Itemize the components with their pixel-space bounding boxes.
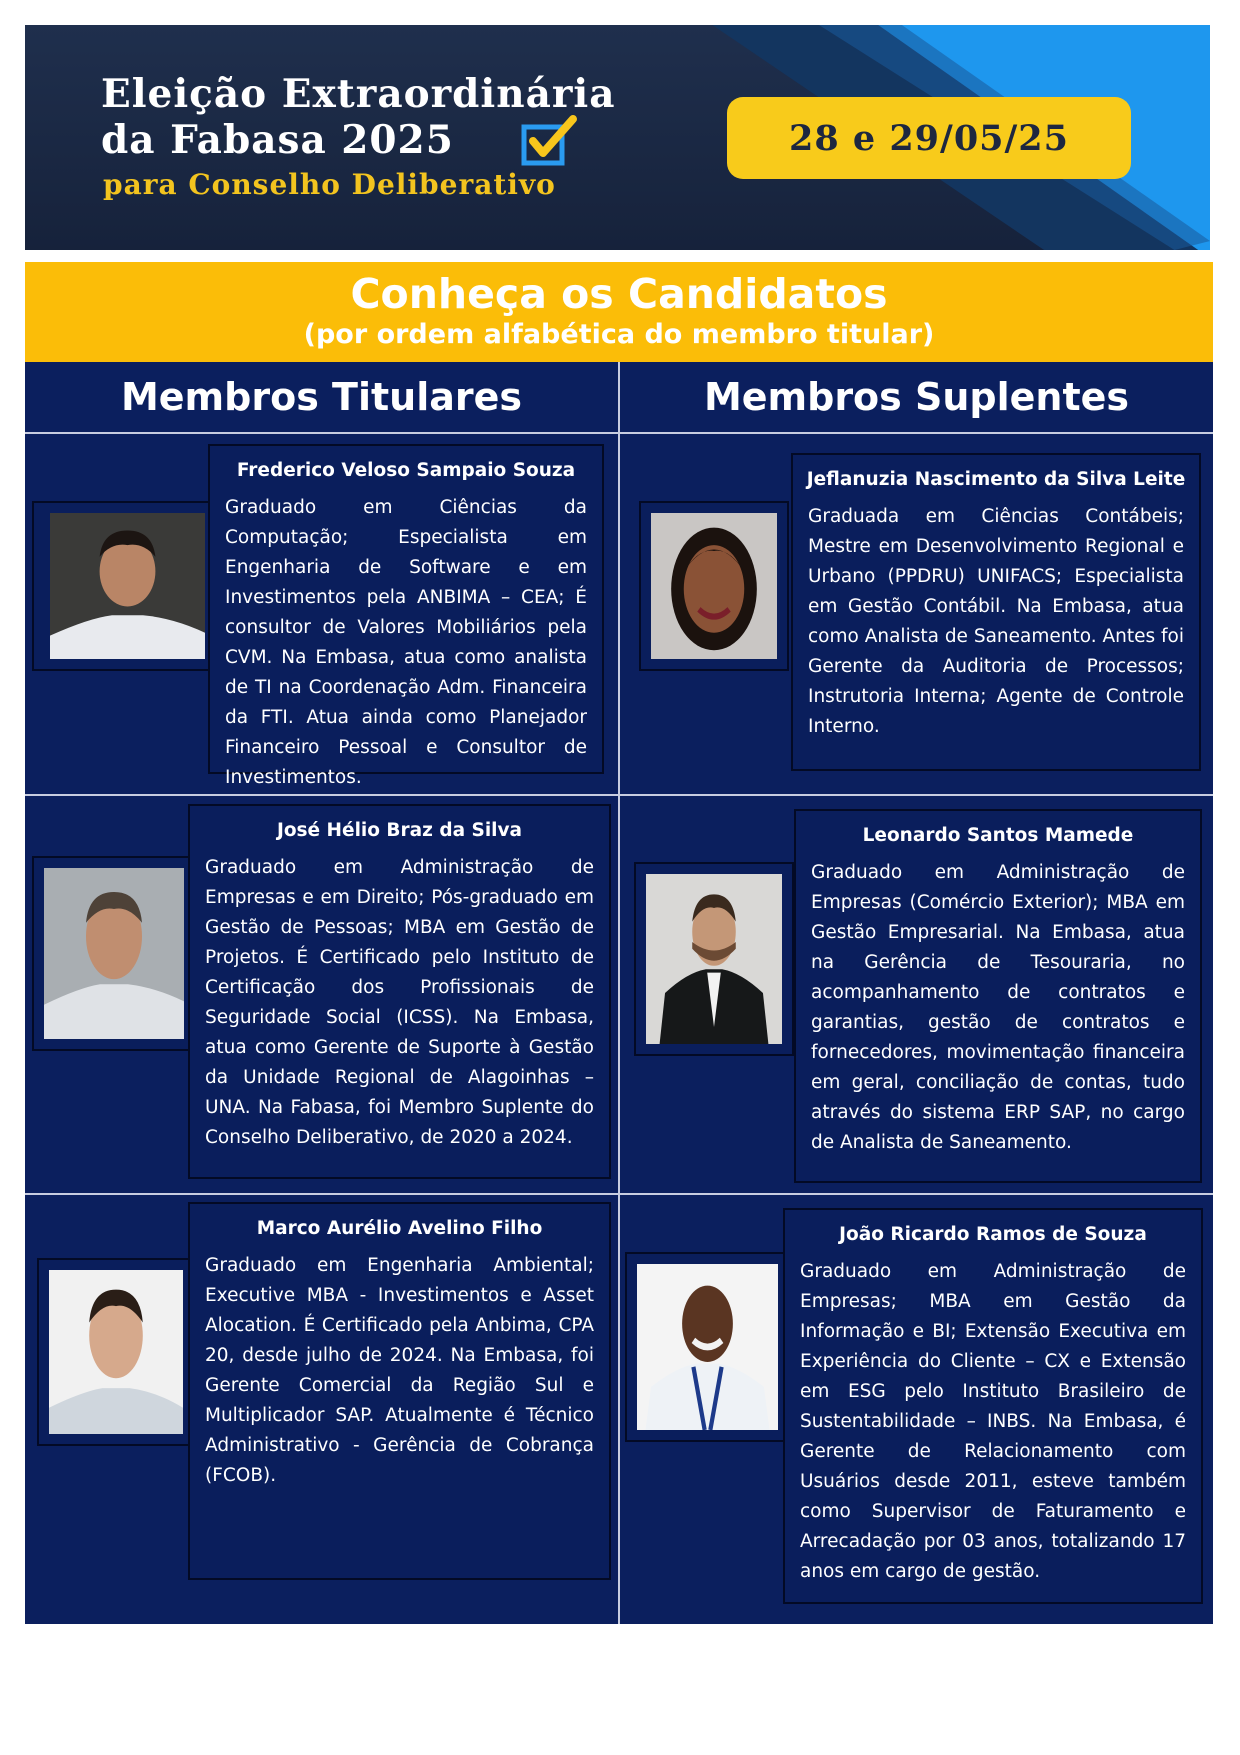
candidate-photo: [32, 856, 196, 1051]
candidate-bio: Graduado em Ciências da Computação; Especialista em Engenharia de Software e em Investimentos pela ANBIMA – CEA; É consultor de Valores Mobiliários pela CVM. Na Embasa, atua como analista de TI na Coordenação Adm. Financeira da FTI. Atua ainda como Planejador Financeiro Pessoal e Consultor de Investimentos.: [225, 497, 587, 788]
banner-title-line2: da Fabasa 2025: [101, 117, 454, 163]
candidate-bio: Graduado em Administração de Empresas e em Direito; Pós-graduado em Gestão de Pessoas; MBA em Gestão de Projetos. É Certificado pelo Instituto de Certificação dos Profissionais de Seguridade Social (ICSS). Na Embasa, atua como Gerente de Suporte à Gestão da Unidade Regional de Alagoinhas – UNA. Na Fabasa, foi Membro Suplente do Conselho Deliberativo, de 2020 a 2024.: [205, 857, 594, 1148]
section-title: Conheça os Candidatos: [350, 270, 888, 318]
section-title-bar: [25, 262, 1213, 362]
candidate-photo: [37, 1258, 195, 1446]
candidate-name: Leonardo Santos Mamede: [862, 825, 1134, 846]
candidate-card: [188, 1202, 611, 1580]
candidate-bio: Graduada em Ciências Contábeis; Mestre em Desenvolvimento Regional e Urbano (PPDRU) UNIFACS; Especialista em Gestão Contábil. Na Embasa, atua como Analista de Saneamento. Antes foi Gerente da Auditoria de Processos; Instrutoria Interna; Agente de Controle Interno.: [808, 506, 1184, 737]
section-subtitle: (por ordem alfabética do membro titular): [303, 319, 935, 350]
candidate-bio: Graduado em Administração de Empresas; MBA em Gestão da Informação e BI; Extensão Executiva em Experiência do Cliente – CX e Extensão em ESG pelo Instituto Brasileiro de Sustentabilidade – INBS. Na Embasa, é Gerente de Relacionamento com Usuários desde 2011, esteve também como Supervisor de Faturamento e Arrecadação por 03 anos, totalizando 17 anos em cargo de gestão.: [800, 1261, 1186, 1582]
row-divider: [25, 432, 1213, 434]
candidate-bio: Graduado em Engenharia Ambiental; Executive MBA - Investimentos e Asset Alocation. É Certificado pela Anbima, CPA 20, desde julho de 2024. Na Embasa, foi Gerente Comercial da Região Sul e Multiplicador SAP. Atualmente é Técnico Administrativo - Gerência de Cobrança (FCOB).: [205, 1255, 594, 1486]
candidate-card: [188, 804, 611, 1179]
row-divider: [25, 794, 1213, 796]
candidate-card: [783, 1208, 1203, 1604]
candidate-photo: [634, 862, 794, 1056]
candidate-photo: [625, 1252, 790, 1442]
checkbox-check-icon: [521, 115, 579, 167]
election-date: 28 e 29/05/25: [788, 117, 1070, 159]
candidate-name: Jeflanuzia Nascimento da Silva Leite: [806, 469, 1186, 490]
candidate-name: Frederico Veloso Sampaio Souza: [236, 460, 576, 481]
candidate-bio: Graduado em Administração de Empresas (Comércio Exterior); MBA em Gestão Empresarial. Na Embasa, atua na Gerência de Tesouraria, no acompanhamento de contratos e garantias, gestão de contratos e fornecedores, movimentação financeira em geral, conciliação de contas, tudo através do sistema ERP SAP, no cargo de Analista de Saneamento.: [811, 862, 1185, 1153]
row-divider: [25, 1193, 1213, 1195]
candidate-card: [791, 453, 1201, 771]
candidate-name: Marco Aurélio Avelino Filho: [256, 1218, 543, 1239]
candidate-card: [208, 444, 604, 788]
candidate-card: [794, 809, 1202, 1183]
candidate-name: José Hélio Braz da Silva: [276, 820, 523, 841]
banner-title-line1: Eleição Extraordinária: [101, 71, 616, 117]
banner-subtitle: para Conselho Deliberativo: [103, 168, 556, 201]
column-divider: [618, 362, 620, 1624]
column-header-titulares: Membros Titulares: [120, 375, 523, 419]
election-date-badge: [727, 97, 1131, 179]
column-header-suplentes: Membros Suplentes: [703, 375, 1130, 419]
candidate-photo: [639, 501, 789, 671]
election-banner: [25, 25, 1210, 250]
candidate-photo: [32, 501, 211, 671]
candidate-name: João Ricardo Ramos de Souza: [839, 1224, 1147, 1245]
candidates-grid: [25, 362, 1213, 1624]
